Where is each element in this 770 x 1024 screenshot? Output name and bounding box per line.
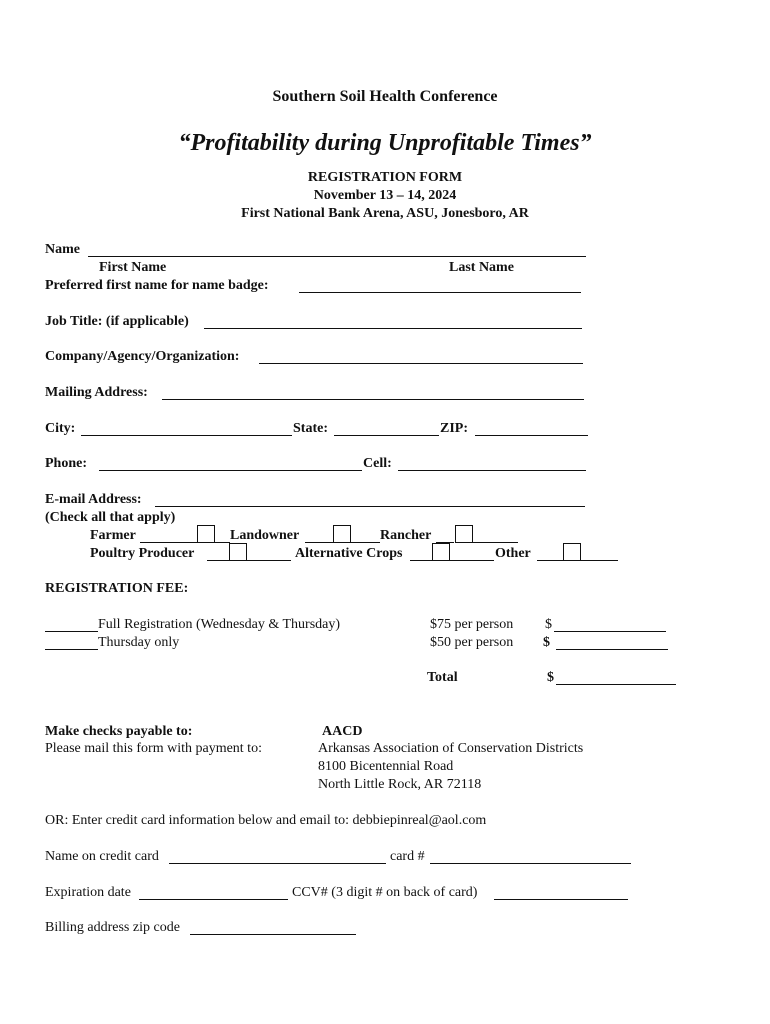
credit-card-instruction: OR: Enter credit card information below and email to: debbiepinreal@aol.com — [45, 813, 487, 828]
landowner-checkbox[interactable] — [333, 525, 351, 543]
cell-label: Cell: — [363, 456, 392, 471]
poultry-producer-label: Poultry Producer — [90, 546, 195, 561]
job-title-input[interactable] — [204, 328, 582, 329]
badge-name-label: Preferred first name for name badge: — [45, 278, 269, 293]
alternative-crops-checkbox[interactable] — [432, 543, 450, 561]
rancher-label: Rancher — [380, 528, 432, 543]
thursday-only-input[interactable] — [45, 649, 98, 650]
farmer-label: Farmer — [90, 528, 136, 543]
last-name-label: Last Name — [449, 260, 514, 275]
thursday-only-amount[interactable] — [556, 649, 668, 650]
name-input[interactable] — [88, 256, 586, 257]
mailing-address-label: Mailing Address: — [45, 385, 148, 400]
phone-label: Phone: — [45, 456, 87, 471]
other-line — [537, 560, 563, 561]
rancher-checkbox[interactable] — [455, 525, 473, 543]
mail-form-label: Please mail this form with payment to: — [45, 741, 262, 756]
ccv-input[interactable] — [494, 899, 628, 900]
state-label: State: — [293, 421, 328, 436]
expiration-label: Expiration date — [45, 885, 131, 900]
payee-name: AACD — [322, 724, 363, 739]
alternative-crops-label: Alternative Crops — [295, 546, 403, 561]
card-name-label: Name on credit card — [45, 849, 159, 864]
alt-crops-line — [410, 560, 432, 561]
card-number-label: card # — [390, 849, 425, 864]
event-dates: November 13 – 14, 2024 — [313, 188, 457, 203]
full-registration-currency: $ — [545, 617, 552, 632]
total-currency: $ — [547, 670, 554, 685]
thursday-only-label: Thursday only — [98, 635, 180, 650]
city-input[interactable] — [81, 435, 292, 436]
email-input[interactable] — [155, 506, 585, 507]
full-registration-label: Full Registration (Wednesday & Thursday) — [98, 617, 341, 632]
email-label: E-mail Address: — [45, 492, 142, 507]
card-name-input[interactable] — [169, 863, 386, 864]
conference-name: Southern Soil Health Conference — [272, 88, 498, 105]
first-name-label: First Name — [99, 260, 167, 275]
company-input[interactable] — [259, 363, 583, 364]
full-registration-amount[interactable] — [554, 631, 666, 632]
org-city: North Little Rock, AR 72118 — [318, 777, 482, 792]
thursday-only-price: $50 per person — [430, 635, 514, 650]
total-label: Total — [427, 670, 458, 685]
cell-input[interactable] — [398, 470, 586, 471]
card-number-input[interactable] — [430, 863, 631, 864]
company-label: Company/Agency/Organization: — [45, 349, 240, 364]
farmer-checkbox[interactable] — [197, 525, 215, 543]
conference-theme: “Profitability during Unprofitable Times” — [178, 130, 592, 156]
form-title: REGISTRATION FORM — [307, 170, 463, 185]
ccv-label: CCV# (3 digit # on back of card) — [292, 885, 478, 900]
billing-zip-label: Billing address zip code — [45, 920, 180, 935]
city-label: City: — [45, 421, 76, 436]
state-input[interactable] — [334, 435, 439, 436]
zip-input[interactable] — [475, 435, 588, 436]
poultry-producer-checkbox[interactable] — [229, 543, 247, 561]
farmer-line-after — [214, 542, 230, 543]
name-label: Name — [45, 242, 80, 257]
farmer-line — [140, 542, 198, 543]
full-registration-input[interactable] — [45, 631, 98, 632]
landowner-label: Landowner — [230, 528, 300, 543]
phone-input[interactable] — [99, 470, 362, 471]
landowner-line-after — [350, 542, 380, 543]
checks-payable-label: Make checks payable to: — [45, 724, 193, 739]
landowner-line — [305, 542, 333, 543]
rancher-line-after — [472, 542, 518, 543]
poultry-line — [207, 560, 229, 561]
zip-label: ZIP: — [440, 421, 468, 436]
org-street: 8100 Bicentennial Road — [318, 759, 454, 774]
job-title-label: Job Title: (if applicable) — [45, 314, 189, 329]
other-line-after — [580, 560, 618, 561]
thursday-only-currency: $ — [543, 635, 550, 650]
billing-zip-input[interactable] — [190, 934, 356, 935]
poultry-line-after — [246, 560, 291, 561]
badge-name-input[interactable] — [299, 292, 581, 293]
other-label: Other — [495, 546, 531, 561]
event-venue: First National Bank Arena, ASU, Jonesboro, AR — [241, 206, 529, 221]
expiration-input[interactable] — [139, 899, 288, 900]
check-instruction: (Check all that apply) — [45, 510, 176, 525]
org-name: Arkansas Association of Conservation Districts — [318, 741, 584, 756]
total-amount[interactable] — [556, 684, 676, 685]
alt-crops-line-after — [449, 560, 494, 561]
mailing-address-input[interactable] — [162, 399, 584, 400]
registration-fee-heading: REGISTRATION FEE: — [45, 581, 189, 596]
full-registration-price: $75 per person — [430, 617, 514, 632]
other-checkbox[interactable] — [563, 543, 581, 561]
